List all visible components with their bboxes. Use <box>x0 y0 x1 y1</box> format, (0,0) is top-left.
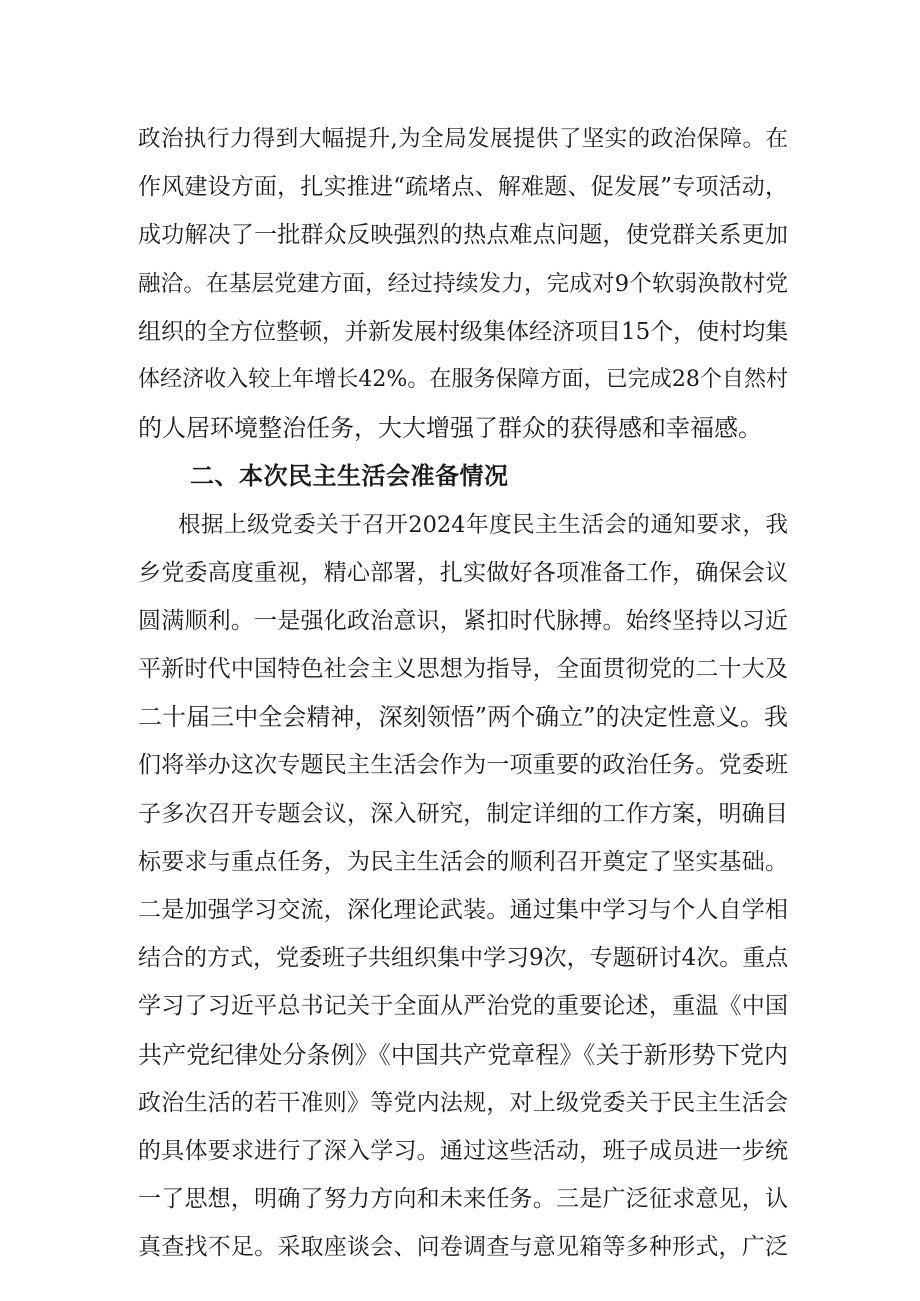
paragraph-line: 作风建设方面，扎实推进“疏堵点、解难题、促发展”专项活动， <box>138 174 788 201</box>
paragraph-line: 乡党委高度重视，精心部署，扎实做好各项准备工作，确保会议 <box>138 559 788 586</box>
paragraph-line: 标要求与重点任务，为民主生活会的顺利召开奠定了坚实基础。 <box>138 848 788 875</box>
paragraph-line: 一了思想，明确了努力方向和未来任务。三是广泛征求意见，认 <box>138 1186 788 1213</box>
paragraph-line: 学习了习近平总书记关于全面从严治党的重要论述，重温《中国 <box>138 993 788 1020</box>
paragraph-line: 政治生活的若干准则》等党内法规，对上级党委关于民主生活会 <box>138 1089 788 1116</box>
paragraph-line: 的具体要求进行了深入学习。通过这些活动，班子成员进一步统 <box>138 1137 788 1164</box>
paragraph-line: 二是加强学习交流，深化理论武装。通过集中学习与个人自学相 <box>138 897 788 923</box>
paragraph-line: 结合的方式，党委班子共组织集中学习9次，专题研讨4次。重点 <box>138 945 789 972</box>
paragraph-line: 子多次召开专题会议，深入研究，制定详细的工作方案，明确目 <box>138 800 788 827</box>
paragraph-line: 体经济收入较上年增长42%。在服务保障方面，已完成28个自然村 <box>138 366 788 392</box>
paragraph-1 <box>138 115 788 452</box>
paragraph-line: 成功解决了一批群众反映强烈的热点难点问题，使党群关系更加 <box>138 222 788 249</box>
paragraph-line: 融洽。在基层党建方面，经过持续发力，完成对9个软弱涣散村党 <box>138 270 788 297</box>
section-heading: 二、本次民主生活会准备情况 <box>190 462 509 491</box>
paragraph-line: 们将举办这次专题民主生活会作为一项重要的政治任务。党委班 <box>138 752 788 779</box>
paragraph-line: 圆满顺利。一是强化政治意识，紧扣时代脉搏。始终坚持以习近 <box>138 607 788 634</box>
paragraph-line: 平新时代中国特色社会主义思想为指导，全面贯彻党的二十大及 <box>138 656 788 683</box>
paragraph-line: 真查找不足。采取座谈会、问卷调查与意见箱等多种形式，广泛 <box>138 1234 788 1261</box>
paragraph-line: 二十届三中全会精神，深刻领悟”两个确立”的决定性意义。我 <box>138 703 788 732</box>
paragraph-line: 政治执行力得到大幅提升,为全局发展提供了坚实的政治保障。在 <box>138 126 788 152</box>
document-body <box>138 115 788 1272</box>
paragraph-line: 的人居环境整治任务，大大增强了群众的获得感和幸福感。 <box>138 414 762 443</box>
paragraph-line: 组织的全方位整顿，并新发展村级集体经济项目15个，使村均集 <box>138 318 789 345</box>
paragraph-line: 根据上级党委关于召开2024年度民主生活会的通知要求，我 <box>178 511 788 538</box>
paragraph-line: 共产党纪律处分条例》《中国共产党章程》《关于新形势下党内 <box>138 1040 788 1069</box>
paragraph-2 <box>138 501 788 1272</box>
